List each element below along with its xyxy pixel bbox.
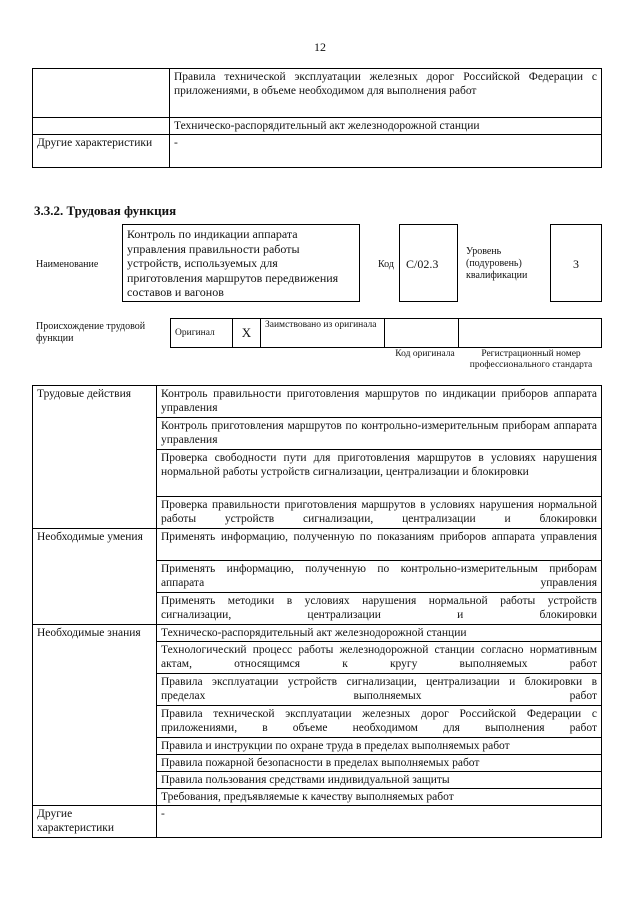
page-number: 12 (314, 40, 326, 54)
row-label: Другие характеристики (33, 135, 170, 168)
row-text: Техническо-распорядительный акт железнодорожной станции (170, 118, 602, 135)
list-item: Применять методики в условиях нарушения нормальной работы устройств сигнализации, централизации и блокировки (157, 593, 602, 625)
table-row (33, 806, 602, 838)
group-label-skills: Необходимые умения (33, 529, 157, 625)
list-item: Технологический процесс работы железнодорожной станции согласно нормативным актам, относящимся к кругу выполняемых работ (157, 642, 602, 674)
name-value: Контроль по индикации аппарата управления правильности работы устройств, используемых для приготовления маршрутов передвижения составов и вагонов (127, 227, 339, 299)
list-item: Контроль приготовления маршрутов по контрольно-измерительным приборам аппарата управления (157, 418, 602, 450)
list-item: Проверка свободности пути для приготовления маршрутов в условиях нарушения нормальной работы устройств сигнализации, централизации и блокировки (157, 450, 602, 497)
code-value: C/02.3 (406, 257, 439, 271)
list-item: Применять информацию, полученную по показаниям приборов аппарата управления (157, 529, 602, 561)
list-item: Проверка правильности приготовления маршрутов в условиях нарушения нормальной работы устройств сигнализации, централизации и блокировки (157, 497, 602, 529)
section-title: 3.3.2. Трудовая функция (34, 203, 177, 218)
group-label-actions: Трудовые действия (33, 386, 157, 529)
list-item: Техническо-распорядительный акт железнодорожной станции (157, 625, 602, 642)
list-item: Правила технической эксплуатации железных дорог Российской Федерации с приложениями, в объеме необходимом для выполнения работ (157, 706, 602, 738)
list-item: Правила пожарной безопасности в пределах выполняемых работ (157, 755, 602, 772)
row-label (33, 118, 170, 135)
level-value: 3 (573, 257, 579, 271)
list-item: - (157, 806, 602, 838)
reg-number-cell (459, 319, 602, 348)
code-label: Код (378, 259, 394, 270)
name-value-box (122, 224, 360, 302)
group-label-knowledge: Необходимые знания (33, 625, 157, 806)
table-row (33, 529, 602, 561)
row-text: Правила технической эксплуатации железных дорог Российской Федерации с приложениями, в объеме необходимом для выполнения работ (170, 69, 602, 118)
code-original-cell (385, 319, 459, 348)
level-label: Уровень (подуровень) квалификации (466, 246, 528, 281)
code-original-caption: Код оригинала (395, 349, 455, 359)
name-label: Наименование (36, 259, 99, 270)
code-value-box (399, 224, 458, 302)
list-item: Контроль правильности приготовления маршрутов по индикации приборов аппарата управления (157, 386, 602, 418)
top-table (32, 68, 602, 168)
original-mark: X (233, 319, 261, 348)
borrowed-label: Заимствовано из оригинала (261, 319, 385, 348)
table-row (33, 118, 602, 135)
group-label-other: Другие характеристики (33, 806, 157, 838)
original-label: Оригинал (171, 319, 233, 348)
row-text: - (170, 135, 602, 168)
level-value-box (550, 224, 602, 302)
reg-number-caption: Регистрационный номер профессионального стандарта (469, 349, 593, 370)
list-item: Применять информацию, полученную по контрольно-измерительным приборам аппарата управления (157, 561, 602, 593)
table-row (33, 69, 602, 118)
table-row (33, 625, 602, 642)
list-item: Правила эксплуатации устройств сигнализации, централизации и блокировки в пределах выполняемых работ (157, 674, 602, 706)
list-item: Правила пользования средствами индивидуальной защиты (157, 772, 602, 789)
origin-table (170, 318, 602, 348)
table-row (33, 386, 602, 418)
list-item: Правила и инструкции по охране труда в пределах выполняемых работ (157, 738, 602, 755)
table-row (33, 135, 602, 168)
origin-label: Происхождение трудовой функции (36, 321, 146, 344)
row-label (33, 69, 170, 118)
main-table (32, 385, 602, 838)
list-item: Требования, предъявляемые к качеству выполняемых работ (157, 789, 602, 806)
